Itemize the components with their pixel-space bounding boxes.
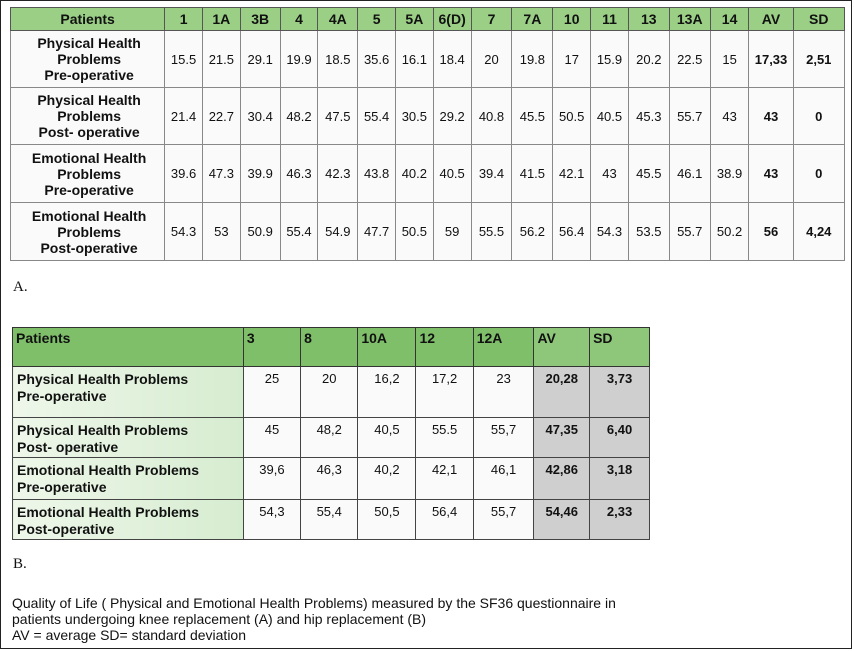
av-cell: 17,33 [749,31,793,88]
value-cell: 39.9 [240,145,280,203]
value-cell: 55,7 [473,500,534,540]
value-cell: 55.4 [280,203,318,261]
figure-caption [12,595,832,643]
row-label-line: Pre-operative [44,67,134,83]
header-12a: 12A [473,328,534,367]
header-5a: 5A [395,8,433,31]
header-13a: 13A [669,8,710,31]
row-label [11,145,165,203]
row-label-line: Problems [57,51,121,67]
value-cell: 40,2 [358,458,416,500]
row-label-line: Emotional Health [31,149,147,166]
value-cell: 47.3 [202,145,240,203]
sd-cell: 3,18 [590,458,650,500]
header-13: 13 [628,8,669,31]
value-cell: 19.9 [280,31,318,88]
header-av: AV [534,328,590,367]
value-cell: 39,6 [243,458,300,500]
row-label-line: Problems [57,165,121,182]
value-cell: 43.8 [358,145,396,203]
value-cell: 22.5 [669,31,710,88]
value-cell: 54,3 [243,500,300,540]
av-cell: 56 [749,203,793,261]
value-cell: 45.5 [628,145,669,203]
header-7a: 7A [512,8,553,31]
value-cell: 45.5 [512,88,553,145]
value-cell: 50.5 [395,203,433,261]
row-label-line: Physical Health Problems [17,422,189,438]
row-label-line: Physical Health [37,35,141,51]
sd-cell: 3,73 [590,367,650,418]
row-label-line: Physical Health Problems [17,371,189,387]
value-cell: 30.5 [395,88,433,145]
header-10a: 10A [358,328,416,367]
value-cell: 17 [553,31,591,88]
value-cell: 54.3 [591,203,629,261]
row-label-line: Physical Health [37,92,141,108]
header-10: 10 [553,8,591,31]
row-label-line: Problems [57,223,121,240]
value-cell: 46,3 [301,458,358,500]
av-cell: 43 [749,145,793,203]
av-cell: 54,46 [534,500,590,540]
table-row [13,418,650,458]
value-cell: 46.3 [280,145,318,203]
header-3: 3 [243,328,300,367]
header-row [11,8,845,31]
value-cell: 50,5 [358,500,416,540]
value-cell: 55,7 [473,418,534,458]
value-cell: 16,2 [358,367,416,418]
value-cell: 50.2 [710,203,749,261]
header-row [13,328,650,367]
value-cell: 30.4 [240,88,280,145]
row-label [11,203,165,261]
row-label-line: Pre-operative [17,388,107,404]
value-cell: 43 [591,145,629,203]
value-cell: 41.5 [512,145,553,203]
sd-cell: 2,51 [793,31,844,88]
av-cell: 42,86 [534,458,590,500]
header-3b: 3B [240,8,280,31]
value-cell: 55.5 [416,418,473,458]
row-label-line: Emotional Health [31,207,147,224]
row-label [11,31,165,88]
value-cell: 54.9 [318,203,358,261]
value-cell: 21.5 [202,31,240,88]
header-sd: SD [590,328,650,367]
value-cell: 20 [301,367,358,418]
header-4a: 4A [318,8,358,31]
table-row [11,88,845,145]
row-label [13,458,244,500]
table-b-label: B. [13,556,27,572]
value-cell: 56.4 [553,203,591,261]
value-cell: 22.7 [202,88,240,145]
value-cell: 55.4 [358,88,396,145]
table-row [11,203,845,261]
table-row [13,367,650,418]
row-label-line: Emotional Health Problems [17,462,200,478]
value-cell: 40,5 [358,418,416,458]
value-cell: 55.7 [669,203,710,261]
sd-cell: 0 [793,145,844,203]
value-cell: 25 [243,367,300,418]
value-cell: 18.5 [318,31,358,88]
header-14: 14 [710,8,749,31]
value-cell: 45 [243,418,300,458]
table-row [11,31,845,88]
header-av: AV [749,8,793,31]
value-cell: 50.9 [240,203,280,261]
value-cell: 42.1 [553,145,591,203]
value-cell: 39.6 [165,145,203,203]
row-label-line: Pre-operative [17,479,107,495]
table-row [13,500,650,540]
header-6d: 6(D) [433,8,471,31]
header-4: 4 [280,8,318,31]
value-cell: 20 [471,31,512,88]
sd-cell: 6,40 [590,418,650,458]
value-cell: 42.3 [318,145,358,203]
value-cell: 55.5 [471,203,512,261]
table-row [11,145,845,203]
table-a-label: A. [13,279,28,295]
row-label-line: Problems [57,108,121,124]
value-cell: 16.1 [395,31,433,88]
value-cell: 15.9 [591,31,629,88]
value-cell: 53.5 [628,203,669,261]
row-label [13,367,244,418]
value-cell: 15 [710,31,749,88]
header-12: 12 [416,328,473,367]
value-cell: 21.4 [165,88,203,145]
table-a [10,7,845,261]
value-cell: 45.3 [628,88,669,145]
value-cell: 17,2 [416,367,473,418]
row-label [11,88,165,145]
row-label [13,418,244,458]
value-cell: 46.1 [669,145,710,203]
value-cell: 48.2 [280,88,318,145]
header-patients: Patients [13,328,244,367]
header-11: 11 [591,8,629,31]
value-cell: 23 [473,367,534,418]
value-cell: 43 [710,88,749,145]
value-cell: 53 [202,203,240,261]
caption-line-1: Quality of Life ( Physical and Emotional Health Problems) measured by the SF36 questionnaire in [12,595,616,611]
sd-cell: 4,24 [793,203,844,261]
value-cell: 47.5 [318,88,358,145]
value-cell: 55.7 [669,88,710,145]
header-1a: 1A [202,8,240,31]
value-cell: 50.5 [553,88,591,145]
value-cell: 40.5 [433,145,471,203]
caption-line-3: AV = average SD= standard deviation [12,627,247,643]
value-cell: 20.2 [628,31,669,88]
value-cell: 56.2 [512,203,553,261]
header-1: 1 [165,8,203,31]
value-cell: 35.6 [358,31,396,88]
header-sd: SD [793,8,844,31]
value-cell: 47.7 [358,203,396,261]
value-cell: 55,4 [301,500,358,540]
row-label-line: Post- operative [17,439,119,455]
value-cell: 54.3 [165,203,203,261]
av-cell: 47,35 [534,418,590,458]
value-cell: 40.5 [591,88,629,145]
table-b [12,327,650,540]
row-label [13,500,244,540]
row-label-line: Pre-operative [44,181,134,198]
value-cell: 59 [433,203,471,261]
row-label-line: Post- operative [38,124,140,140]
value-cell: 38.9 [710,145,749,203]
av-cell: 43 [749,88,793,145]
value-cell: 56,4 [416,500,473,540]
value-cell: 42,1 [416,458,473,500]
table-row [13,458,650,500]
sd-cell: 0 [793,88,844,145]
av-cell: 20,28 [534,367,590,418]
value-cell: 39.4 [471,145,512,203]
sd-cell: 2,33 [590,500,650,540]
value-cell: 15.5 [165,31,203,88]
header-5: 5 [358,8,396,31]
caption-line-2: patients undergoing knee replacement (A) and hip replacement (B) [12,611,427,627]
row-label-line: Post-operative [40,239,138,256]
row-label-line: Emotional Health Problems [17,504,200,520]
value-cell: 48,2 [301,418,358,458]
value-cell: 46,1 [473,458,534,500]
row-label-line: Post-operative [17,521,115,537]
value-cell: 40.8 [471,88,512,145]
value-cell: 19.8 [512,31,553,88]
value-cell: 40.2 [395,145,433,203]
value-cell: 29.2 [433,88,471,145]
header-8: 8 [301,328,358,367]
value-cell: 18.4 [433,31,471,88]
header-patients: Patients [11,8,165,31]
value-cell: 29.1 [240,31,280,88]
header-7: 7 [471,8,512,31]
